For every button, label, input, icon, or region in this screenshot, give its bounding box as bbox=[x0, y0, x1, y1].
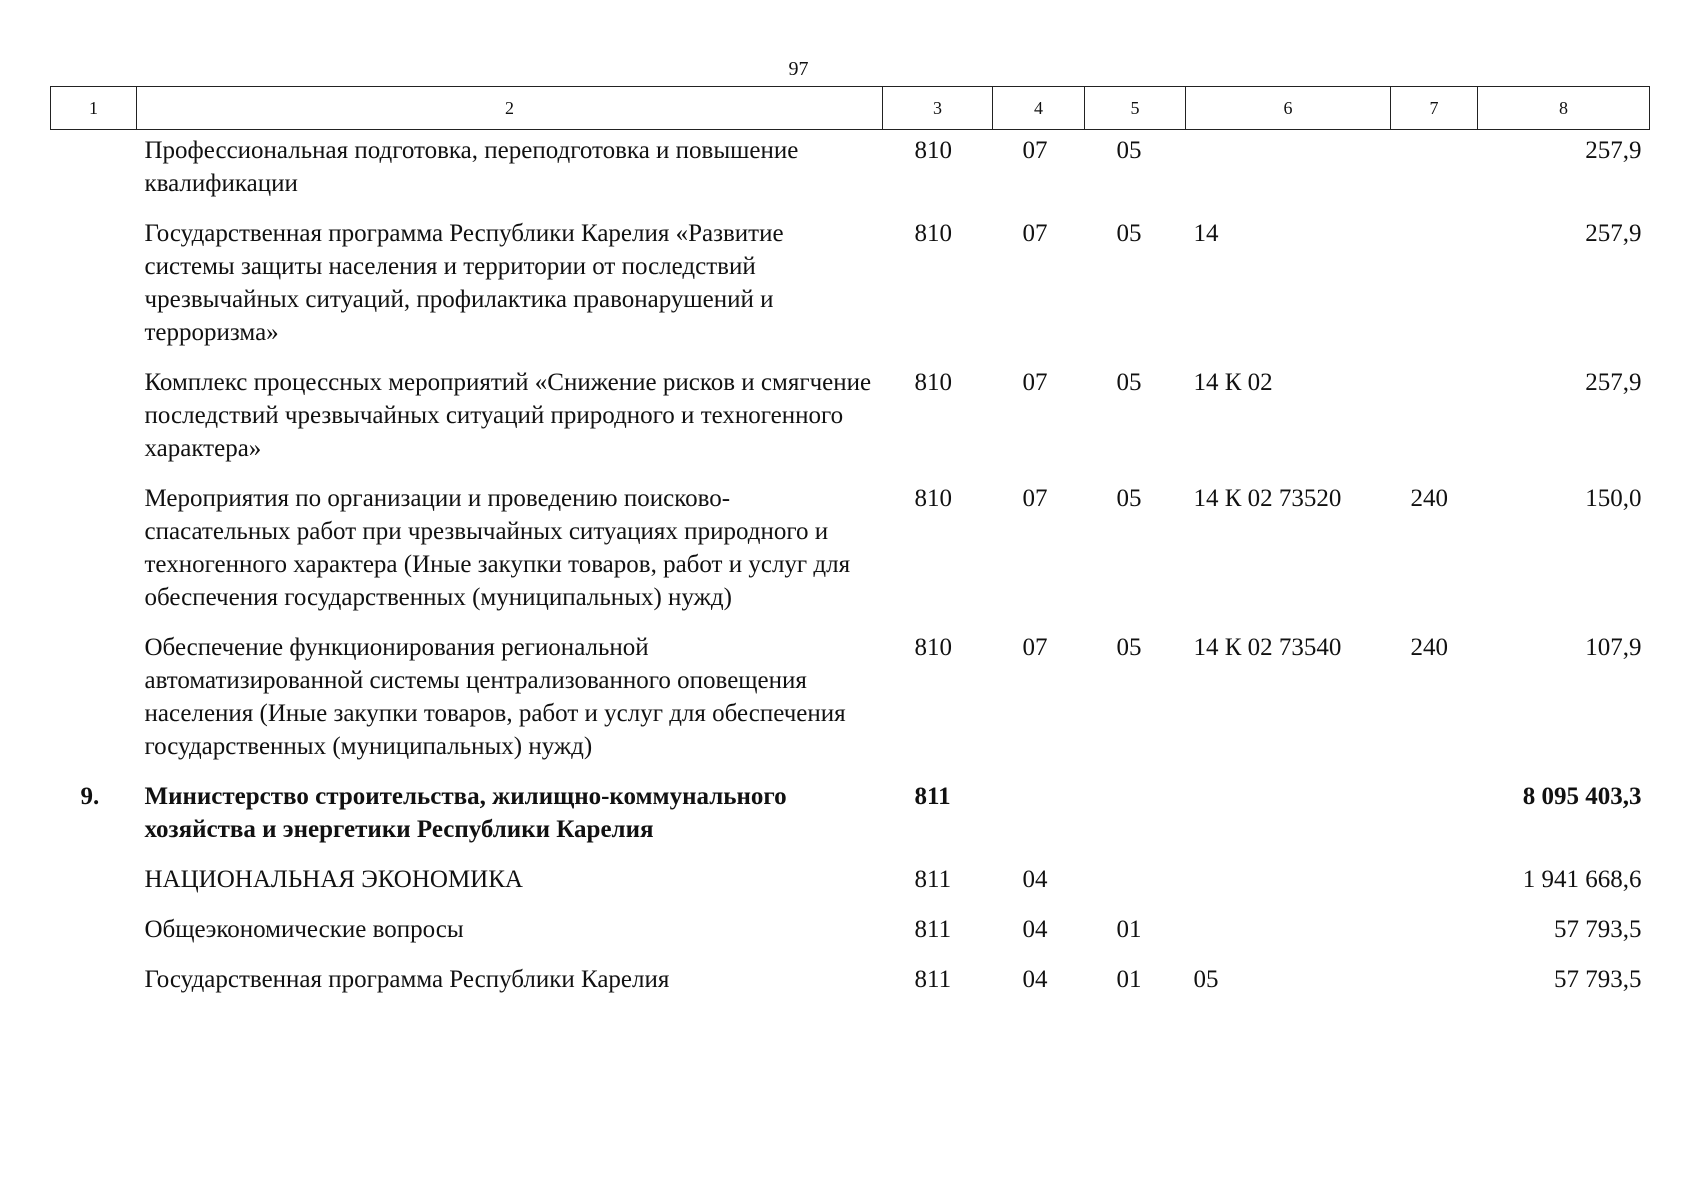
cell-target-article-code: 14 К 02 73540 bbox=[1193, 634, 1342, 661]
cell-amount: 57 793,5 bbox=[1554, 966, 1642, 993]
cell-amount: 1 941 668,6 bbox=[1522, 866, 1642, 893]
column-header-6: 6 bbox=[1186, 87, 1391, 130]
cell-ministry-code: 810 bbox=[914, 220, 952, 247]
cell-item-name: НАЦИОНАЛЬНАЯ ЭКОНОМИКА bbox=[144, 866, 523, 893]
cell-item-name: Государственная программа Республики Карелия bbox=[144, 966, 670, 993]
cell-subsection-code: 05 bbox=[1116, 137, 1142, 164]
cell-amount: 257,9 bbox=[1585, 137, 1642, 164]
cell-item-name: Комплекс процессных мероприятий «Снижение рисков и смягчение последствий чрезвычайных ситуаций природного и техногенного характера» bbox=[144, 369, 872, 462]
table-row bbox=[51, 207, 1650, 356]
cell-target-article-code: 14 К 02 73520 bbox=[1193, 485, 1342, 512]
cell-item-name: Министерство строительства, жилищно-коммунального хозяйства и энергетики Республики Карелия bbox=[144, 783, 787, 843]
cell-subsection-code: 05 bbox=[1116, 485, 1142, 512]
cell-section-code: 07 bbox=[1022, 137, 1048, 164]
cell-ministry-code: 811 bbox=[914, 783, 951, 810]
cell-item-name: Профессиональная подготовка, переподготовка и повышение квалификации bbox=[144, 137, 799, 197]
cell-expense-type-code bbox=[1391, 130, 1478, 208]
cell-subsection-code bbox=[1085, 770, 1186, 853]
cell-section-code: 04 bbox=[1022, 866, 1048, 893]
cell-row-number bbox=[51, 472, 137, 621]
cell-ministry-code: 811 bbox=[914, 866, 952, 893]
cell-target-article-code: 14 К 02 bbox=[1193, 369, 1273, 396]
cell-ministry-code: 810 bbox=[914, 369, 952, 396]
cell-item-name: Общеэкономические вопросы bbox=[144, 916, 464, 943]
cell-ministry-code: 810 bbox=[914, 634, 952, 661]
cell-item-name: Мероприятия по организации и проведению поисково-спасательных работ при чрезвычайных ситуациях природного и техногенного характера (Иные закупки товаров, работ и услуг для обеспечения государственных (муниципальных) нужд) bbox=[144, 485, 851, 611]
cell-expense-type-code: 240 bbox=[1410, 485, 1448, 512]
cell-target-article-code bbox=[1186, 130, 1391, 208]
column-header-2: 2 bbox=[137, 87, 883, 130]
cell-amount: 8 095 403,3 bbox=[1522, 783, 1642, 810]
cell-expense-type-code bbox=[1391, 770, 1478, 853]
table-header bbox=[51, 87, 1650, 130]
cell-section-code: 04 bbox=[1022, 916, 1048, 943]
table-row bbox=[51, 356, 1650, 472]
cell-row-number bbox=[51, 853, 137, 903]
cell-expense-type-code bbox=[1391, 953, 1478, 1003]
column-header-4: 4 bbox=[993, 87, 1085, 130]
table-row bbox=[51, 770, 1650, 853]
page-number: 97 bbox=[788, 58, 809, 80]
cell-subsection-code bbox=[1085, 853, 1186, 903]
cell-amount: 257,9 bbox=[1585, 369, 1642, 396]
cell-target-article-code: 05 bbox=[1193, 966, 1219, 993]
table-row bbox=[51, 903, 1650, 953]
cell-subsection-code: 05 bbox=[1116, 220, 1142, 247]
cell-amount: 107,9 bbox=[1585, 634, 1642, 661]
cell-subsection-code: 01 bbox=[1116, 916, 1142, 943]
cell-ministry-code: 810 bbox=[914, 137, 952, 164]
cell-expense-type-code bbox=[1391, 207, 1478, 356]
table-row bbox=[51, 472, 1650, 621]
column-header-7: 7 bbox=[1391, 87, 1478, 130]
cell-expense-type-code bbox=[1391, 903, 1478, 953]
table-row bbox=[51, 953, 1650, 1003]
cell-section-code bbox=[993, 770, 1085, 853]
cell-expense-type-code bbox=[1391, 853, 1478, 903]
cell-target-article-code bbox=[1186, 903, 1391, 953]
cell-section-code: 07 bbox=[1022, 369, 1048, 396]
cell-row-number bbox=[51, 953, 137, 1003]
cell-item-name: Государственная программа Республики Карелия «Развитие системы защиты населения и территории от последствий чрезвычайных ситуаций, профилактика правонарушений и терроризма» bbox=[144, 220, 784, 346]
table-row bbox=[51, 853, 1650, 903]
column-header-3: 3 bbox=[883, 87, 993, 130]
cell-section-code: 07 bbox=[1022, 634, 1048, 661]
cell-row-number: 9. bbox=[80, 783, 100, 810]
cell-target-article-code bbox=[1186, 853, 1391, 903]
cell-amount: 57 793,5 bbox=[1554, 916, 1642, 943]
cell-row-number bbox=[51, 903, 137, 953]
cell-expense-type-code: 240 bbox=[1410, 634, 1448, 661]
cell-target-article-code bbox=[1186, 770, 1391, 853]
cell-item-name: Обеспечение функционирования региональной автоматизированной системы централизованного оповещения населения (Иные закупки товаров, работ и услуг для обеспечения государственных (муниципальных) нужд) bbox=[144, 634, 846, 760]
cell-row-number bbox=[51, 621, 137, 770]
cell-target-article-code: 14 bbox=[1193, 220, 1219, 247]
cell-ministry-code: 810 bbox=[914, 485, 952, 512]
cell-ministry-code: 811 bbox=[914, 966, 952, 993]
cell-row-number bbox=[51, 130, 137, 208]
column-header-8: 8 bbox=[1478, 87, 1650, 130]
header-row bbox=[51, 87, 1650, 130]
cell-ministry-code: 811 bbox=[914, 916, 952, 943]
cell-row-number bbox=[51, 356, 137, 472]
budget-table bbox=[50, 86, 1650, 1003]
column-header-1: 1 bbox=[51, 87, 137, 130]
table-row bbox=[51, 621, 1650, 770]
column-header-5: 5 bbox=[1085, 87, 1186, 130]
cell-expense-type-code bbox=[1391, 356, 1478, 472]
cell-amount: 257,9 bbox=[1585, 220, 1642, 247]
cell-subsection-code: 05 bbox=[1116, 634, 1142, 661]
cell-subsection-code: 01 bbox=[1116, 966, 1142, 993]
cell-section-code: 04 bbox=[1022, 966, 1048, 993]
table-body bbox=[51, 130, 1650, 1004]
cell-section-code: 07 bbox=[1022, 485, 1048, 512]
table-row bbox=[51, 130, 1650, 208]
cell-amount: 150,0 bbox=[1585, 485, 1642, 512]
cell-subsection-code: 05 bbox=[1116, 369, 1142, 396]
cell-row-number bbox=[51, 207, 137, 356]
cell-section-code: 07 bbox=[1022, 220, 1048, 247]
